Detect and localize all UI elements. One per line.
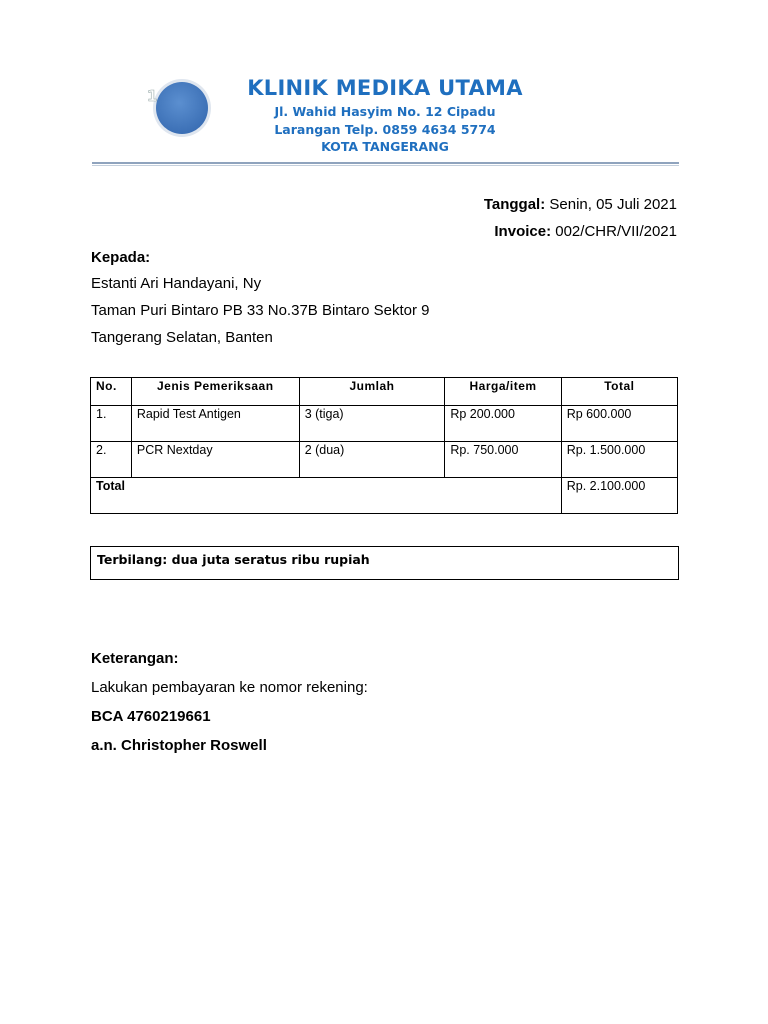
cell-total: Rp 600.000 — [561, 406, 677, 442]
header-divider-shadow — [92, 165, 679, 166]
logo-mark: 1 — [147, 87, 158, 105]
cell-no: 1. — [91, 406, 132, 442]
notes-label: Keterangan: — [91, 650, 179, 667]
header-jumlah: Jumlah — [299, 378, 445, 406]
date-line — [484, 196, 677, 213]
table-row — [91, 406, 678, 442]
date-label: Tanggal: — [483, 196, 546, 213]
header-jenis: Jenis Pemeriksaan — [131, 378, 299, 406]
total-value: Rp. 2.100.000 — [561, 478, 677, 514]
date-value: Senin, 05 Juli 2021 — [549, 196, 677, 213]
clinic-city: KOTA TANGERANG — [321, 139, 449, 154]
header-total: Total — [561, 378, 677, 406]
cell-jumlah: 3 (tiga) — [299, 406, 445, 442]
header-no: No. — [91, 378, 132, 406]
invoice-line — [494, 223, 677, 240]
table-total-row — [91, 478, 678, 514]
invoice-number: 002/CHR/VII/2021 — [555, 223, 677, 240]
table-header-row — [91, 378, 678, 406]
account-holder: a.n. Christopher Roswell — [91, 737, 267, 754]
header-harga: Harga/item — [445, 378, 561, 406]
recipient-name: Estanti Ari Handayani, Ny — [91, 275, 262, 292]
clinic-name: KLINIK MEDIKA UTAMA — [247, 76, 523, 100]
cell-jumlah: 2 (dua) — [299, 442, 445, 478]
recipient-address-1: Taman Puri Bintaro PB 33 No.37B Bintaro Sektor 9 — [91, 302, 430, 319]
recipient-address-2: Tangerang Selatan, Banten — [91, 329, 273, 346]
clinic-address-1: Jl. Wahid Hasyim No. 12 Cipadu — [274, 104, 496, 119]
cell-no: 2. — [91, 442, 132, 478]
cell-harga: Rp. 750.000 — [445, 442, 561, 478]
clinic-address-2: Larangan Telp. 0859 4634 5774 — [274, 122, 496, 137]
cell-jenis: PCR Nextday — [131, 442, 299, 478]
cell-jenis: Rapid Test Antigen — [131, 406, 299, 442]
cell-total: Rp. 1.500.000 — [561, 442, 677, 478]
header-divider — [92, 162, 679, 164]
invoice-label: Invoice: — [494, 223, 552, 240]
table-row — [91, 442, 678, 478]
notes-line-1: Lakukan pembayaran ke nomor rekening: — [91, 679, 368, 696]
recipient-label: Kepada: — [91, 249, 151, 266]
amount-in-words: Terbilang: dua juta seratus ribu rupiah — [90, 546, 679, 580]
bank-account: BCA 4760219661 — [91, 708, 211, 725]
total-label: Total — [91, 478, 562, 514]
cell-harga: Rp 200.000 — [445, 406, 561, 442]
invoice-table — [90, 377, 678, 514]
